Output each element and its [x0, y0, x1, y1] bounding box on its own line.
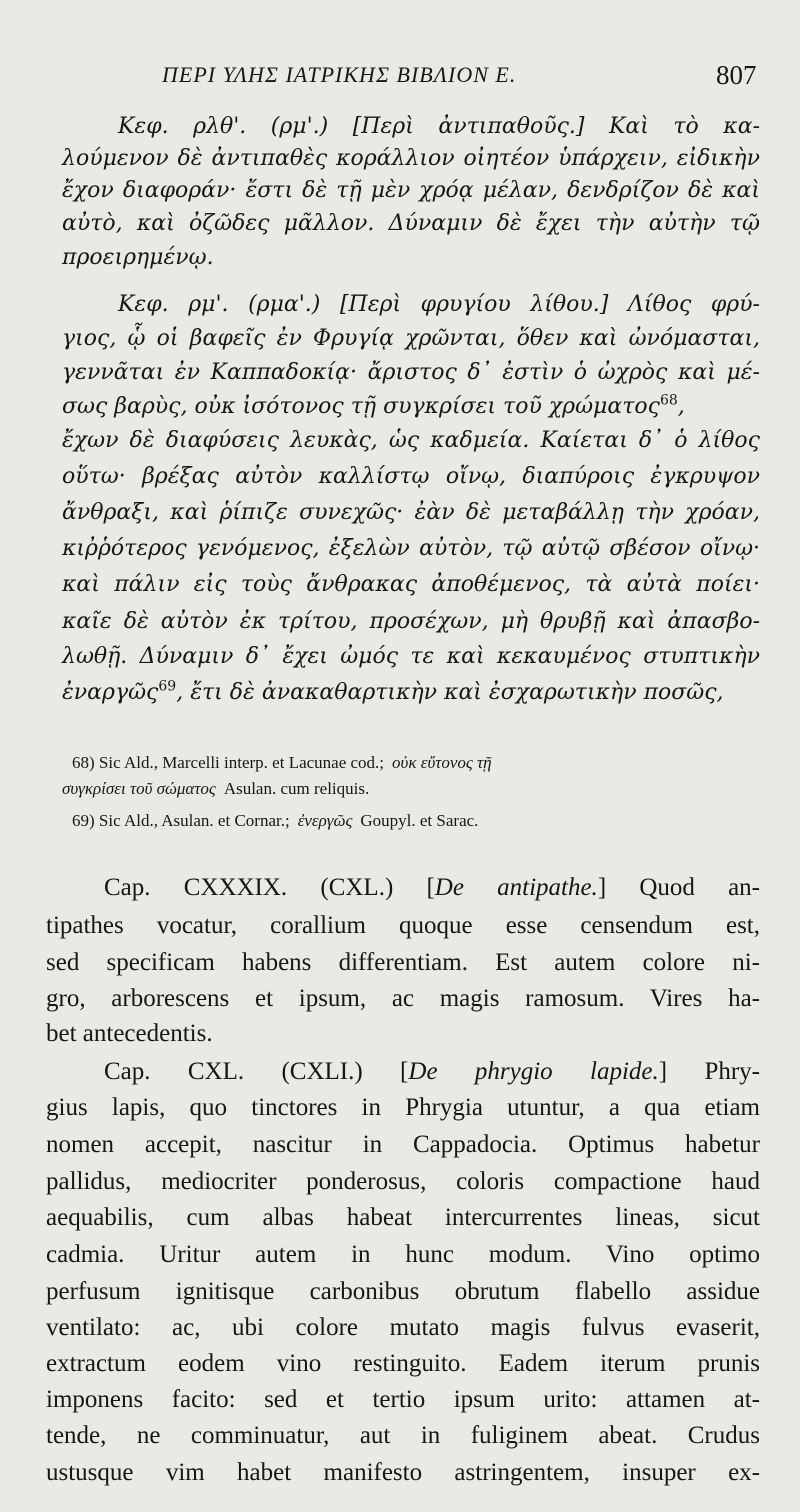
greek-line: καὶ πάλιν εἰς τοὺς ἄνθρακας ἀποθέμενος, τὰ αὐτὰ ποίει· — [62, 572, 760, 597]
greek-line: οὕτω· βρέξας αὐτὸν καλλίστῳ οἴνῳ, διαπύροις ἐγκρυψον — [62, 464, 760, 489]
footnote-69 — [72, 810, 478, 832]
chapter-heading: Cap. CXXXIX. (CXL.) [ — [104, 874, 435, 901]
footnote-68 — [72, 752, 492, 774]
page-header — [0, 60, 800, 100]
latin-line — [104, 1054, 760, 1090]
latin-text-span: ] Phry- — [658, 1058, 760, 1085]
chapter-heading: Cap. CXL. (CXLI.) [ — [104, 1058, 409, 1085]
latin-line: extractum eodem vino restinguito. Eadem iterum prunis — [46, 1350, 760, 1377]
latin-line: bet antecedentis. — [46, 1020, 213, 1047]
greek-line: αὐτὸ, καὶ ὀζῶδες μᾶλλον. Δύναμιν δὲ ἔχει τὴν αὐτὴν τῷ — [62, 211, 760, 236]
latin-line — [104, 870, 760, 906]
latin-line: ventilato: ac, ubi colore mutato magis fulvus evaserit, — [46, 1314, 760, 1341]
greek-line: ἔχων δὲ διαφύσεις λευκὰς, ὡς καδμεία. Καίεται δ᾽ ὁ λίθος — [62, 428, 760, 453]
greek-line — [62, 392, 760, 422]
footnote-greek: συγκρίσει τοῦ σώματος — [62, 779, 216, 798]
chapter-title: De antipathe. — [434, 874, 598, 901]
footnote-ref-68: 68 — [659, 392, 678, 409]
latin-line: sed specificam habens differentiam. Est autem colore ni- — [46, 949, 760, 976]
latin-line: gius lapis, quo tinctores in Phrygia utuntur, a qua etiam — [46, 1094, 760, 1121]
greek-line: προειρημένῳ. — [62, 245, 214, 270]
footnote-68-cont — [62, 778, 369, 800]
greek-line: γιος, ᾧ οἱ βαφεῖς ἐν Φρυγίᾳ χρῶνται, ὅθεν καὶ ὠνόμασται, — [62, 326, 760, 351]
latin-line: ustusque vim habet manifesto astringentem, insuper ex- — [46, 1459, 760, 1486]
latin-line: cadmia. Uritur autem in hunc modum. Vino optimo — [46, 1241, 760, 1268]
greek-line: καῖε δὲ αὐτὸν ἐκ τρίτου, προσέχων, μὴ θρυβῇ καὶ ἀπασβο- — [62, 609, 760, 634]
greek-line: ἄνθραξι, καὶ ῥίπιζε συνεχῶς· ἐὰν δὲ μεταβάλλῃ τὴν χρόαν, — [62, 500, 760, 525]
page-number: 807 — [716, 60, 757, 90]
footnote-greek: οὐκ εὔτονος τῇ — [392, 753, 492, 772]
greek-line — [62, 678, 760, 708]
greek-line: κιῤῥότερος γενόμενος, ἐξελὼν αὐτὸν, τῷ αὐτῷ σβέσον οἴνῳ· — [62, 536, 760, 561]
greek-line: Κεφ. ρμ'. (ρμα'.) [Περὶ φρυγίου λίθου.] Λίθος φρύ- — [118, 292, 760, 317]
greek-text-span: , ἔτι δὲ ἀνακαθαρτικὴν καὶ ἐσχαρωτικὴν ποσῶς, — [176, 680, 724, 705]
latin-line: perfusum ignitisque carbonibus obrutum flabello assidue — [46, 1278, 760, 1305]
latin-line: gro, arborescens et ipsum, ac magis ramosum. Vires ha- — [46, 985, 760, 1012]
latin-line: pallidus, mediocriter ponderosus, coloris compactione haud — [46, 1168, 760, 1195]
latin-line: aequabilis, cum albas habeat intercurrentes lineas, sicut — [46, 1204, 760, 1231]
chapter-title: De phrygio lapide. — [408, 1058, 659, 1085]
greek-line: λωθῇ. Δύναμιν δ᾽ ἔχει ὠμός τε καὶ κεκαυμένος στυπτικὴν — [62, 644, 760, 669]
footnote-text: 68) Sic Ald., Marcelli interp. et Lacunae cod.; — [72, 753, 385, 772]
latin-text-span: ] Quod an- — [597, 874, 760, 901]
footnote-text: 69) Sic Ald., Asulan. et Cornar.; — [72, 811, 290, 830]
latin-line: imponens facito: sed et tertio ipsum urito: attamen at- — [46, 1386, 760, 1413]
footnote-text: Goupyl. et Sarac. — [360, 811, 479, 830]
latin-line: tipathes vocatur, corallium quoque esse censendum est, — [46, 912, 760, 939]
latin-line: nomen accepit, nascitur in Cappadocia. Optimus habetur — [46, 1131, 760, 1158]
running-title: ΠΕΡΙ ΥΛΗΣ ΙΑΤΡΙΚΗΣ ΒΙΒΛΙΟΝ Ε. — [162, 62, 517, 87]
greek-text-span: σως βαρὺς, οὐκ ἰσότονος τῇ συγκρίσει τοῦ χρώματος — [62, 394, 660, 419]
greek-line: γεννᾶται ἐν Καππαδοκίᾳ· ἄριστος δ᾽ ἐστὶν ὁ ὠχρὸς καὶ μέ- — [62, 360, 760, 385]
footnote-ref-69: 69 — [158, 678, 177, 695]
greek-text-span: , — [677, 394, 685, 419]
footnote-greek: ἐνεργῶς — [297, 811, 353, 830]
latin-line: tende, ne comminuatur, aut in fuliginem abeat. Crudus — [46, 1422, 760, 1449]
greek-line: Κεφ. ρλθ'. (ρμ'.) [Περὶ ἀντιπαθοῦς.] Καὶ τὸ κα- — [118, 114, 760, 139]
footnote-text: Asulan. cum reliquis. — [223, 779, 370, 798]
greek-text-span: ἐναργῶς — [62, 680, 159, 705]
greek-line: λούμενον δὲ ἀντιπαθὲς κοράλλιον οἰητέον ὑπάρχειν, εἰδικὴν — [62, 146, 760, 171]
greek-line: ἔχον διαφοράν· ἔστι δὲ τῇ μὲν χρόᾳ μέλαν, δενδρίζον δὲ καὶ — [62, 178, 760, 203]
